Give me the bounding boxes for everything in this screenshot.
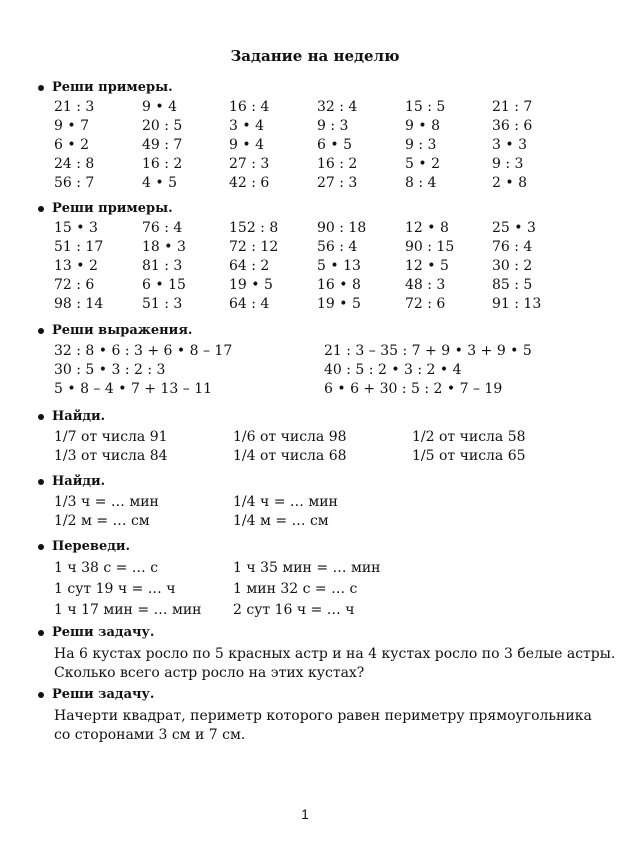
example: 5 • 13 — [317, 258, 361, 274]
unit-task: 1/2 м = … см — [54, 513, 150, 529]
problem-text — [54, 645, 616, 683]
example: 6 • 15 — [142, 277, 186, 293]
section-heading-text: Реши примеры. — [52, 201, 173, 216]
fraction-task: 1/3 от числа 84 — [54, 448, 168, 464]
section-expressions — [38, 322, 598, 399]
example: 9 : 3 — [492, 156, 524, 172]
example: 21 : 3 — [54, 99, 95, 115]
example: 72 : 6 — [54, 277, 95, 293]
bullet-icon — [38, 630, 44, 636]
example: 9 : 3 — [405, 137, 437, 153]
section-heading — [38, 686, 598, 704]
example: 21 : 7 — [492, 99, 533, 115]
section-heading-text: Реши задачу. — [52, 687, 155, 702]
problem-line: На 6 кустах росло по 5 красных астр и на 4 кустах росло по 3 белые астры. — [54, 646, 616, 662]
convert-task: 1 ч 35 мин = … мин — [233, 560, 381, 576]
convert-task: 1 мин 32 с = … с — [233, 581, 358, 597]
section-heading — [38, 322, 598, 340]
section-convert — [38, 538, 598, 620]
example: 91 : 13 — [492, 296, 542, 312]
fraction-task: 1/7 от числа 91 — [54, 429, 168, 445]
bullet-icon — [38, 414, 44, 420]
example: 13 • 2 — [54, 258, 98, 274]
example: 64 : 4 — [229, 296, 270, 312]
example: 12 • 5 — [405, 258, 449, 274]
section-heading-text: Реши задачу. — [52, 625, 155, 640]
fraction-task: 1/2 от числа 58 — [412, 429, 526, 445]
section-heading-text: Реши выражения. — [52, 323, 193, 338]
section-examples-1 — [38, 79, 598, 193]
example: 30 : 2 — [492, 258, 533, 274]
convert-task: 1 ч 17 мин = … мин — [54, 602, 202, 618]
unit-task: 1/3 ч = … мин — [54, 494, 159, 510]
example: 85 : 5 — [492, 277, 533, 293]
bullet-icon — [38, 85, 44, 91]
example: 27 : 3 — [229, 156, 270, 172]
bullet-icon — [38, 544, 44, 550]
section-heading-text: Переведи. — [52, 539, 131, 554]
example: 12 • 8 — [405, 220, 449, 236]
expression: 6 • 6 + 30 : 5 : 2 • 7 – 19 — [324, 381, 503, 397]
fraction-task: 1/4 от числа 68 — [233, 448, 347, 464]
example: 3 • 3 — [492, 137, 527, 153]
example: 16 : 2 — [142, 156, 183, 172]
expression: 5 • 8 – 4 • 7 + 13 – 11 — [54, 381, 213, 397]
expression: 40 : 5 : 2 • 3 : 2 • 4 — [324, 362, 462, 378]
section-heading — [38, 473, 598, 491]
example: 8 : 4 — [405, 175, 437, 191]
bullet-icon — [38, 328, 44, 334]
example: 5 • 2 — [405, 156, 440, 172]
example: 20 : 5 — [142, 118, 183, 134]
example: 6 • 5 — [317, 137, 352, 153]
example: 18 • 3 — [142, 239, 186, 255]
units-grid — [54, 493, 598, 531]
problem-line: Сколько всего астр росло на этих кустах? — [54, 665, 365, 681]
section-examples-2 — [38, 200, 598, 314]
section-heading-text: Реши примеры. — [52, 80, 173, 95]
example: 76 : 4 — [142, 220, 183, 236]
example: 16 : 4 — [229, 99, 270, 115]
example: 76 : 4 — [492, 239, 533, 255]
page-number: 1 — [301, 806, 309, 822]
fraction-task: 1/6 от числа 98 — [233, 429, 347, 445]
examples-grid — [54, 98, 598, 193]
example: 24 : 8 — [54, 156, 95, 172]
example: 6 • 2 — [54, 137, 89, 153]
section-heading-text: Найди. — [52, 474, 106, 489]
example: 27 : 3 — [317, 175, 358, 191]
example: 4 • 5 — [142, 175, 177, 191]
example: 56 : 4 — [317, 239, 358, 255]
section-heading — [38, 79, 598, 97]
bullet-icon — [38, 692, 44, 698]
section-heading — [38, 538, 598, 556]
example: 90 : 15 — [405, 239, 455, 255]
example: 48 : 3 — [405, 277, 446, 293]
example: 2 • 8 — [492, 175, 527, 191]
expression: 30 : 5 • 3 : 2 : 3 — [54, 362, 166, 378]
example: 56 : 7 — [54, 175, 95, 191]
section-problem-2 — [38, 686, 598, 745]
convert-task: 2 сут 16 ч = … ч — [233, 602, 355, 618]
bullet-icon — [38, 479, 44, 485]
fraction-task: 1/5 от числа 65 — [412, 448, 526, 464]
section-heading — [38, 624, 598, 642]
convert-task: 1 ч 38 с = … с — [54, 560, 159, 576]
examples-grid — [54, 219, 598, 314]
example: 51 : 3 — [142, 296, 183, 312]
example: 32 : 4 — [317, 99, 358, 115]
example: 36 : 6 — [492, 118, 533, 134]
example: 98 : 14 — [54, 296, 104, 312]
convert-grid — [54, 559, 598, 620]
example: 72 : 12 — [229, 239, 279, 255]
example: 25 • 3 — [492, 220, 536, 236]
example: 64 : 2 — [229, 258, 270, 274]
fractions-grid — [54, 428, 598, 466]
example: 19 • 5 — [317, 296, 361, 312]
example: 3 • 4 — [229, 118, 264, 134]
bullet-icon — [38, 206, 44, 212]
section-find-fractions — [38, 408, 598, 466]
example: 81 : 3 — [142, 258, 183, 274]
expressions-grid — [54, 342, 598, 399]
example: 9 • 4 — [229, 137, 264, 153]
convert-task: 1 сут 19 ч = … ч — [54, 581, 176, 597]
example: 15 • 3 — [54, 220, 98, 236]
section-heading — [38, 408, 598, 426]
unit-task: 1/4 ч = … мин — [233, 494, 338, 510]
example: 152 : 8 — [229, 220, 279, 236]
example: 90 : 18 — [317, 220, 367, 236]
problem-line: со сторонами 3 см и 7 см. — [54, 727, 246, 743]
example: 16 • 8 — [317, 277, 361, 293]
example: 51 : 17 — [54, 239, 104, 255]
example: 9 : 3 — [317, 118, 349, 134]
section-problem-1 — [38, 624, 616, 683]
example: 16 : 2 — [317, 156, 358, 172]
example: 9 • 4 — [142, 99, 177, 115]
example: 49 : 7 — [142, 137, 183, 153]
expression: 32 : 8 • 6 : 3 + 6 • 8 – 17 — [54, 343, 233, 359]
example: 9 • 7 — [54, 118, 89, 134]
problem-line: Начерти квадрат, периметр которого равен периметру прямоугольника — [54, 708, 592, 724]
page-title: Задание на неделю — [230, 47, 400, 65]
example: 19 • 5 — [229, 277, 273, 293]
section-find-units — [38, 473, 598, 531]
example: 72 : 6 — [405, 296, 446, 312]
expression: 21 : 3 – 35 : 7 + 9 • 3 + 9 • 5 — [324, 343, 532, 359]
section-heading — [38, 200, 598, 218]
example: 9 • 8 — [405, 118, 440, 134]
example: 42 : 6 — [229, 175, 270, 191]
problem-text — [54, 707, 598, 745]
unit-task: 1/4 м = … см — [233, 513, 329, 529]
example: 15 : 5 — [405, 99, 446, 115]
section-heading-text: Найди. — [52, 409, 106, 424]
